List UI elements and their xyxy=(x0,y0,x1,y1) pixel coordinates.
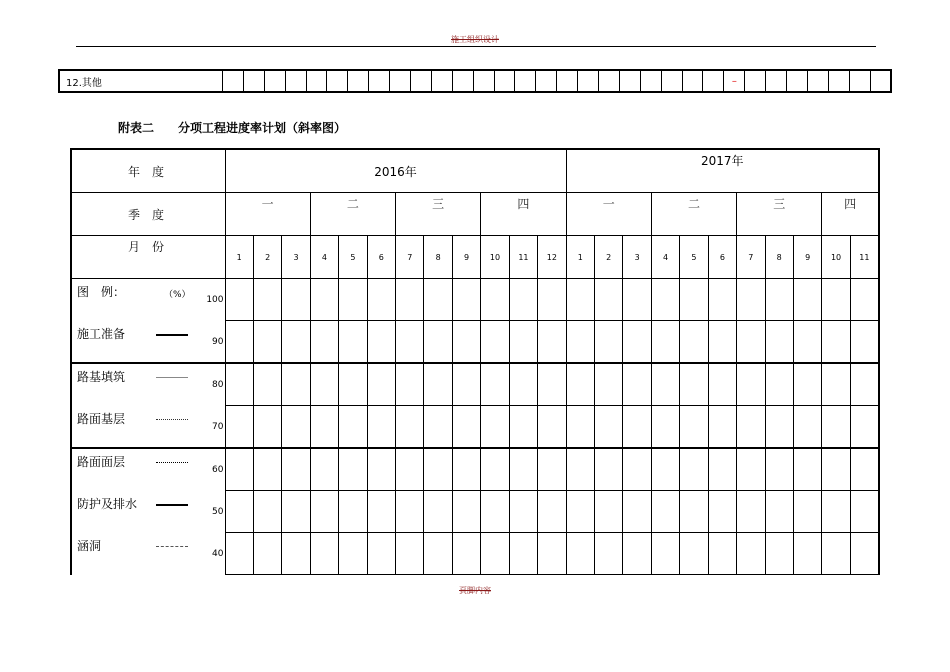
grid-cell xyxy=(509,448,537,491)
month-header-2016-6: 7 xyxy=(396,236,424,279)
grid-cell xyxy=(396,363,424,406)
grid-cell xyxy=(452,279,480,321)
grid-cell xyxy=(396,491,424,533)
grid-cell xyxy=(481,491,509,533)
year-header-1: 2017年 xyxy=(566,149,879,193)
grid-cell xyxy=(282,406,310,449)
month-header-2016-1: 2 xyxy=(253,236,281,279)
grid-cell xyxy=(225,279,253,321)
grid-cell xyxy=(651,406,679,449)
table-cell xyxy=(870,70,891,92)
grid-cell xyxy=(651,321,679,364)
quarter-header-2016-0: 一 xyxy=(225,193,310,236)
legend-line-swatch xyxy=(156,377,188,378)
header-watermark: 施工组织设计 xyxy=(451,35,499,44)
grid-cell xyxy=(566,279,594,321)
grid-cell xyxy=(424,406,452,449)
legend-line-swatch xyxy=(156,546,188,547)
percent-row xyxy=(71,406,879,449)
grid-cell xyxy=(509,321,537,364)
legend-label: 施工准备 xyxy=(77,326,126,341)
grid-cell xyxy=(737,321,765,364)
grid-cell xyxy=(310,363,338,406)
grid-cell xyxy=(396,279,424,321)
grid-cell xyxy=(765,279,793,321)
grid-cell xyxy=(765,363,793,406)
grid-cell xyxy=(452,491,480,533)
grid-cell xyxy=(253,448,281,491)
grid-cell xyxy=(367,491,395,533)
schedule-grid xyxy=(70,148,880,575)
table-cell xyxy=(828,70,849,92)
year-row xyxy=(71,149,879,193)
grid-cell xyxy=(651,363,679,406)
legend-cell xyxy=(71,279,225,321)
grid-cell xyxy=(452,321,480,364)
grid-cell xyxy=(396,448,424,491)
grid-cell xyxy=(850,321,879,364)
grid-cell xyxy=(253,533,281,575)
table-cell xyxy=(787,70,808,92)
table-cell xyxy=(557,70,578,92)
table-cell xyxy=(849,70,870,92)
grid-cell xyxy=(424,448,452,491)
legend-cell xyxy=(71,321,225,364)
table-cell xyxy=(703,70,724,92)
percent-mark: 80 xyxy=(212,380,224,390)
grid-cell xyxy=(339,363,367,406)
grid-cell xyxy=(566,533,594,575)
grid-cell xyxy=(566,448,594,491)
table-cell xyxy=(578,70,599,92)
grid-cell xyxy=(737,533,765,575)
grid-cell xyxy=(225,363,253,406)
month-header-2017-6: 7 xyxy=(737,236,765,279)
grid-cell xyxy=(509,406,537,449)
grid-cell xyxy=(282,321,310,364)
grid-cell xyxy=(765,533,793,575)
grid-cell xyxy=(310,406,338,449)
grid-cell xyxy=(623,321,651,364)
grid-cell xyxy=(538,448,566,491)
grid-cell xyxy=(538,363,566,406)
month-header-2017-7: 8 xyxy=(765,236,793,279)
grid-cell xyxy=(424,491,452,533)
month-header-2016-2: 3 xyxy=(282,236,310,279)
percent-mark: 90 xyxy=(212,336,224,347)
grid-cell xyxy=(481,279,509,321)
grid-cell xyxy=(793,363,821,406)
grid-cell xyxy=(680,406,708,449)
continuation-table-row xyxy=(58,69,892,93)
grid-cell xyxy=(680,363,708,406)
grid-cell xyxy=(481,406,509,449)
table-cell xyxy=(243,70,264,92)
percent-mark: 60 xyxy=(212,465,224,475)
percent-row xyxy=(71,533,879,575)
legend-label: 路面面层 xyxy=(77,455,126,469)
grid-cell xyxy=(566,363,594,406)
page-title: 附表二 分项工程进度率计划（斜率图） xyxy=(118,121,347,135)
grid-cell xyxy=(282,363,310,406)
percent-mark: 70 xyxy=(212,421,224,432)
grid-cell xyxy=(623,363,651,406)
grid-cell xyxy=(310,491,338,533)
grid-cell xyxy=(396,406,424,449)
grid-cell xyxy=(594,406,622,449)
table-cell xyxy=(452,70,473,92)
header-rule xyxy=(76,46,876,47)
table-cell xyxy=(348,70,369,92)
legend-unit: （%） xyxy=(164,290,191,300)
grid-cell xyxy=(452,448,480,491)
grid-cell xyxy=(253,491,281,533)
grid-cell xyxy=(765,448,793,491)
grid-cell xyxy=(452,406,480,449)
month-header-2016-7: 8 xyxy=(424,236,452,279)
grid-cell xyxy=(566,491,594,533)
grid-cell xyxy=(680,321,708,364)
grid-cell xyxy=(481,448,509,491)
grid-cell xyxy=(509,491,537,533)
grid-cell xyxy=(822,448,850,491)
month-header-2016-11: 12 xyxy=(538,236,566,279)
table-cell xyxy=(515,70,536,92)
table-cell xyxy=(766,70,787,92)
legend-label: 路基填筑 xyxy=(77,370,126,384)
grid-cell xyxy=(282,533,310,575)
legend-line-swatch xyxy=(156,334,188,336)
grid-cell xyxy=(793,448,821,491)
grid-cell xyxy=(850,406,879,449)
grid-cell xyxy=(623,448,651,491)
grid-cell xyxy=(339,491,367,533)
grid-cell xyxy=(708,491,736,533)
grid-cell xyxy=(282,491,310,533)
grid-cell xyxy=(424,363,452,406)
table-cell xyxy=(661,70,682,92)
grid-cell xyxy=(793,533,821,575)
percent-row xyxy=(71,321,879,364)
month-header-2017-8: 9 xyxy=(793,236,821,279)
grid-cell xyxy=(310,279,338,321)
year-header-0: 2016年 xyxy=(225,149,566,193)
month-header-2016-5: 6 xyxy=(367,236,395,279)
grid-cell xyxy=(651,279,679,321)
quarter-header-2017-0: 一 xyxy=(566,193,651,236)
legend-cell xyxy=(71,406,225,449)
table-cell xyxy=(640,70,661,92)
grid-cell xyxy=(253,406,281,449)
grid-cell xyxy=(367,321,395,364)
grid-cell xyxy=(708,279,736,321)
grid-cell xyxy=(367,406,395,449)
table-cell xyxy=(536,70,557,92)
grid-cell xyxy=(623,406,651,449)
table-cell xyxy=(306,70,327,92)
grid-cell xyxy=(538,533,566,575)
year-row-label: 年 度 xyxy=(71,149,225,193)
grid-cell xyxy=(680,491,708,533)
legend-line-swatch xyxy=(156,504,188,506)
quarter-header-2016-3: 四 xyxy=(481,193,566,236)
legend-label: 涵洞 xyxy=(77,538,102,553)
table-cell xyxy=(599,70,620,92)
grid-cell xyxy=(538,491,566,533)
legend-cell xyxy=(71,363,225,406)
grid-cell xyxy=(225,491,253,533)
grid-cell xyxy=(793,406,821,449)
table-cell xyxy=(807,70,828,92)
quarter-row-label: 季 度 xyxy=(71,193,225,236)
grid-cell xyxy=(737,279,765,321)
grid-cell xyxy=(623,491,651,533)
grid-cell xyxy=(793,321,821,364)
table-cell xyxy=(473,70,494,92)
table-cell xyxy=(682,70,703,92)
grid-cell xyxy=(594,533,622,575)
grid-cell xyxy=(822,363,850,406)
month-header-2017-4: 5 xyxy=(680,236,708,279)
table-cell xyxy=(745,70,766,92)
legend-cell xyxy=(71,491,225,533)
grid-cell xyxy=(850,279,879,321)
table-cell xyxy=(223,70,244,92)
grid-cell xyxy=(737,406,765,449)
grid-cell xyxy=(822,279,850,321)
table-cell xyxy=(264,70,285,92)
percent-row xyxy=(71,448,879,491)
grid-cell xyxy=(253,363,281,406)
month-header-2017-10: 11 xyxy=(850,236,879,279)
grid-cell xyxy=(623,279,651,321)
grid-cell xyxy=(481,363,509,406)
grid-cell xyxy=(822,406,850,449)
month-header-2016-4: 5 xyxy=(339,236,367,279)
month-row xyxy=(71,236,879,279)
grid-cell xyxy=(339,533,367,575)
grid-cell xyxy=(822,533,850,575)
dash-mark: – xyxy=(724,70,745,92)
grid-cell xyxy=(509,533,537,575)
grid-cell xyxy=(225,321,253,364)
grid-cell xyxy=(282,448,310,491)
legend-label: 防护及排水 xyxy=(77,496,138,511)
grid-cell xyxy=(793,491,821,533)
legend-label: 路面基层 xyxy=(77,411,126,426)
grid-cell xyxy=(793,279,821,321)
grid-cell xyxy=(594,363,622,406)
grid-cell xyxy=(367,533,395,575)
grid-cell xyxy=(708,448,736,491)
grid-cell xyxy=(282,279,310,321)
table-row xyxy=(59,70,891,92)
grid-cell xyxy=(424,533,452,575)
grid-cell xyxy=(253,279,281,321)
grid-cell xyxy=(481,533,509,575)
grid-cell xyxy=(538,406,566,449)
month-header-2016-0: 1 xyxy=(225,236,253,279)
grid-cell xyxy=(339,279,367,321)
percent-mark: 50 xyxy=(212,506,224,517)
grid-cell xyxy=(680,533,708,575)
grid-cell xyxy=(452,363,480,406)
month-row-label: 月 份 xyxy=(71,236,225,279)
month-header-2017-0: 1 xyxy=(566,236,594,279)
quarter-header-2016-1: 二 xyxy=(310,193,395,236)
grid-cell xyxy=(367,448,395,491)
table-cell xyxy=(431,70,452,92)
grid-cell xyxy=(538,321,566,364)
grid-cell xyxy=(822,491,850,533)
grid-cell xyxy=(538,279,566,321)
month-header-2016-10: 11 xyxy=(509,236,537,279)
grid-cell xyxy=(594,279,622,321)
grid-cell xyxy=(424,279,452,321)
table-cell xyxy=(494,70,515,92)
grid-cell xyxy=(310,448,338,491)
grid-cell xyxy=(850,448,879,491)
quarter-header-2017-1: 二 xyxy=(651,193,736,236)
grid-cell xyxy=(822,321,850,364)
grid-cell xyxy=(367,363,395,406)
grid-cell xyxy=(737,448,765,491)
grid-cell xyxy=(339,321,367,364)
percent-mark: 100 xyxy=(206,295,224,305)
row-label-other: 12.其他 xyxy=(59,70,223,92)
quarter-header-2016-2: 三 xyxy=(396,193,481,236)
legend-line-swatch xyxy=(156,462,188,463)
grid-cell xyxy=(225,448,253,491)
grid-cell xyxy=(339,448,367,491)
percent-mark: 40 xyxy=(212,548,224,559)
quarter-header-2017-3: 四 xyxy=(822,193,879,236)
grid-cell xyxy=(708,533,736,575)
grid-cell xyxy=(850,491,879,533)
grid-cell xyxy=(850,533,879,575)
grid-cell xyxy=(765,406,793,449)
grid-cell xyxy=(594,491,622,533)
table-cell xyxy=(390,70,411,92)
legend-title: 图 例： xyxy=(77,285,126,299)
grid-cell xyxy=(225,533,253,575)
table-cell xyxy=(327,70,348,92)
percent-row xyxy=(71,279,879,321)
grid-cell xyxy=(253,321,281,364)
grid-cell xyxy=(850,363,879,406)
grid-cell xyxy=(651,533,679,575)
grid-cell xyxy=(367,279,395,321)
grid-cell xyxy=(566,321,594,364)
quarter-row xyxy=(71,193,879,236)
percent-row xyxy=(71,491,879,533)
table-cell xyxy=(285,70,306,92)
table-cell xyxy=(411,70,432,92)
month-header-2017-2: 3 xyxy=(623,236,651,279)
grid-cell xyxy=(765,321,793,364)
grid-cell xyxy=(708,363,736,406)
grid-cell xyxy=(310,533,338,575)
grid-cell xyxy=(708,406,736,449)
grid-cell xyxy=(509,279,537,321)
grid-cell xyxy=(339,406,367,449)
legend-line-swatch xyxy=(156,419,188,420)
month-header-2017-1: 2 xyxy=(594,236,622,279)
grid-cell xyxy=(481,321,509,364)
grid-cell xyxy=(651,491,679,533)
month-header-2016-3: 4 xyxy=(310,236,338,279)
month-header-2016-9: 10 xyxy=(481,236,509,279)
grid-cell xyxy=(225,406,253,449)
grid-cell xyxy=(396,533,424,575)
footer-watermark: 頁脚内容 xyxy=(459,586,491,595)
month-header-2017-3: 4 xyxy=(651,236,679,279)
grid-cell xyxy=(651,448,679,491)
legend-cell xyxy=(71,448,225,491)
grid-cell xyxy=(708,321,736,364)
legend-cell xyxy=(71,533,225,575)
grid-cell xyxy=(509,363,537,406)
grid-cell xyxy=(594,321,622,364)
grid-cell xyxy=(594,448,622,491)
grid-cell xyxy=(566,406,594,449)
grid-cell xyxy=(737,363,765,406)
grid-cell xyxy=(737,491,765,533)
grid-cell xyxy=(680,448,708,491)
grid-cell xyxy=(310,321,338,364)
month-header-2017-9: 10 xyxy=(822,236,850,279)
month-header-2016-8: 9 xyxy=(452,236,480,279)
grid-cell xyxy=(680,279,708,321)
quarter-header-2017-2: 三 xyxy=(737,193,822,236)
grid-cell xyxy=(765,491,793,533)
table-cell xyxy=(619,70,640,92)
table-cell xyxy=(369,70,390,92)
month-header-2017-5: 6 xyxy=(708,236,736,279)
percent-row xyxy=(71,363,879,406)
grid-cell xyxy=(623,533,651,575)
grid-cell xyxy=(424,321,452,364)
grid-cell xyxy=(452,533,480,575)
grid-cell xyxy=(396,321,424,364)
